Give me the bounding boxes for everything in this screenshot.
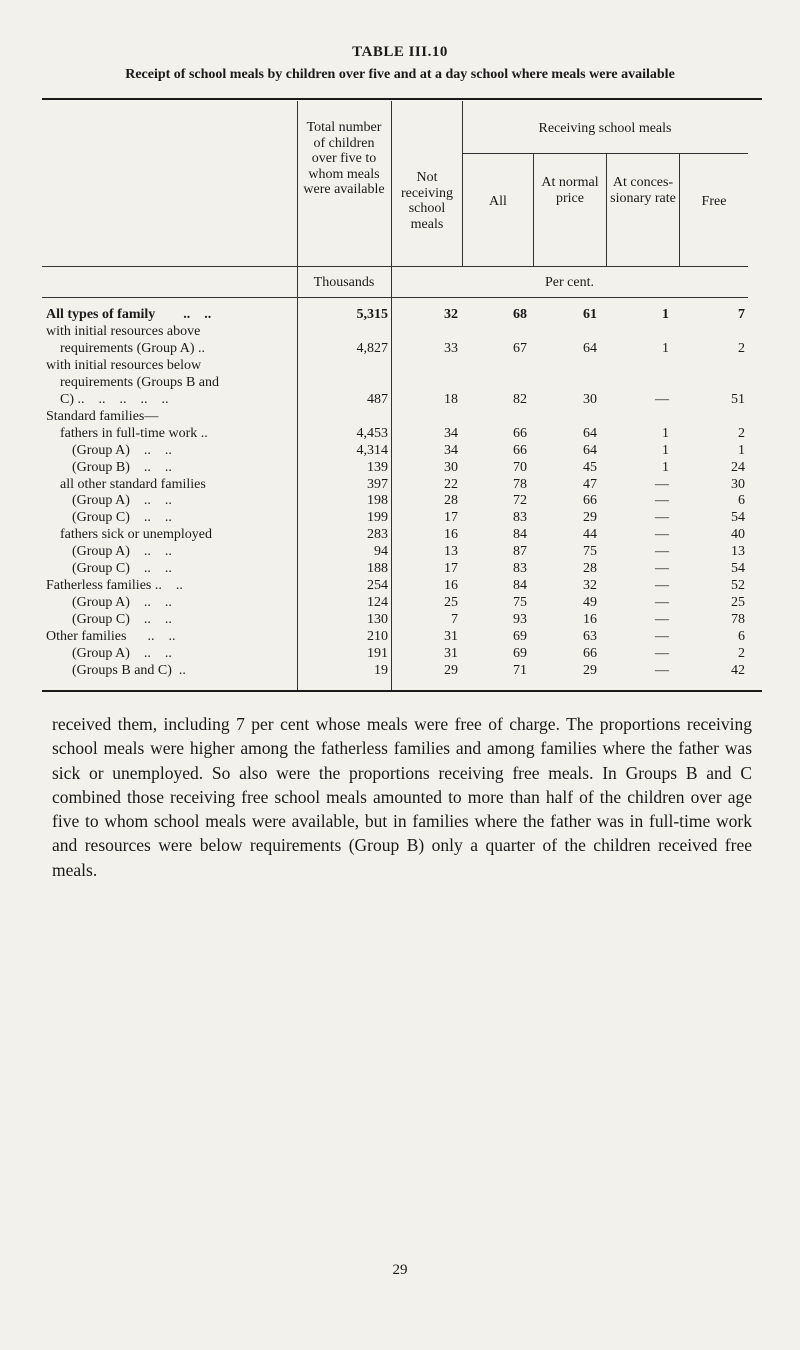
row-value: 61 xyxy=(583,307,597,322)
row-value: 29 xyxy=(583,662,597,678)
row-value: 29 xyxy=(444,662,458,678)
row-value: 16 xyxy=(444,527,458,543)
row-value: 487 xyxy=(367,391,388,407)
top-rule xyxy=(42,98,762,100)
row-value: 52 xyxy=(731,578,745,594)
table-row xyxy=(0,442,800,459)
table-row xyxy=(0,526,800,543)
row-value: — xyxy=(655,493,669,509)
row-value: 75 xyxy=(583,544,597,560)
row-value: 32 xyxy=(444,307,458,322)
row-value: 40 xyxy=(731,527,745,543)
row-value: 49 xyxy=(583,595,597,611)
row-value: 70 xyxy=(513,459,527,475)
row-value: 68 xyxy=(513,307,527,322)
row-value: 31 xyxy=(444,646,458,661)
row-value: 67 xyxy=(513,340,527,356)
row-value: 34 xyxy=(444,442,458,458)
row-label: C) .. .. .. .. .. xyxy=(60,391,169,407)
table-row xyxy=(0,492,800,509)
row-value: 5,315 xyxy=(356,307,388,322)
row-value: 47 xyxy=(583,476,597,492)
row-value: 18 xyxy=(444,391,458,407)
row-label: fathers sick or unemployed xyxy=(60,527,213,543)
table-row xyxy=(0,509,800,526)
table-row xyxy=(0,340,800,357)
header-all: All xyxy=(489,194,507,209)
table-caption: Receipt of school meals by children over five and at a day school where meals were available xyxy=(125,67,675,82)
table-row xyxy=(0,374,800,391)
row-value: 44 xyxy=(583,527,597,543)
row-value: 191 xyxy=(367,646,388,661)
row-value: 51 xyxy=(731,391,745,407)
column-divider-normal xyxy=(606,153,607,266)
row-value: 42 xyxy=(731,662,745,678)
row-value: 24 xyxy=(731,459,745,475)
row-label: (Group A) .. .. xyxy=(72,595,172,611)
row-label: Standard families— xyxy=(46,408,159,424)
row-value: 25 xyxy=(731,595,745,611)
row-value: 2 xyxy=(738,425,745,441)
table-row xyxy=(0,408,800,425)
header-free: Free xyxy=(701,194,727,209)
row-label: (Group A) .. .. xyxy=(72,442,172,458)
row-value: — xyxy=(655,527,669,543)
row-value: 1 xyxy=(738,442,745,458)
row-value: 32 xyxy=(583,578,597,594)
header-total: Total number of children over five to whom meals were available xyxy=(303,120,385,197)
table-row xyxy=(0,628,800,645)
table-row xyxy=(0,459,800,476)
row-value: — xyxy=(655,578,669,594)
row-value: 87 xyxy=(513,544,527,560)
row-value: 22 xyxy=(444,476,458,492)
row-value: 33 xyxy=(444,340,458,356)
row-value: 31 xyxy=(444,629,458,645)
row-label: (Group A) .. .. xyxy=(72,544,172,560)
row-value: 66 xyxy=(513,442,527,458)
row-value: 94 xyxy=(374,544,388,560)
row-value: 30 xyxy=(731,476,745,492)
row-value: 83 xyxy=(513,510,527,526)
table-row xyxy=(0,662,800,679)
row-label: (Group B) .. .. xyxy=(72,459,172,475)
row-value: 64 xyxy=(583,340,597,356)
row-value: 75 xyxy=(513,595,527,611)
row-value: 64 xyxy=(583,442,597,458)
row-value: 124 xyxy=(367,595,388,611)
row-label: All types of family .. .. xyxy=(46,307,212,322)
row-value: 28 xyxy=(444,493,458,509)
row-value: — xyxy=(655,561,669,577)
table-row xyxy=(0,594,800,611)
table-row xyxy=(0,543,800,560)
row-value: — xyxy=(655,629,669,645)
row-value: 54 xyxy=(731,561,745,577)
row-value: 72 xyxy=(513,493,527,509)
table-row xyxy=(0,323,800,340)
row-value: 199 xyxy=(367,510,388,526)
row-value: 19 xyxy=(374,662,388,678)
row-value: 2 xyxy=(738,340,745,356)
header-normal: At normal price xyxy=(541,175,599,206)
row-value: 1 xyxy=(662,425,669,441)
row-value: 198 xyxy=(367,493,388,509)
row-label: Other families .. .. xyxy=(46,629,176,645)
row-label: (Groups B and C) .. xyxy=(72,662,186,678)
row-value: 69 xyxy=(513,646,527,661)
bottom-rule xyxy=(42,690,762,692)
receiving-group-rule xyxy=(462,153,748,154)
row-label: (Group C) .. .. xyxy=(72,510,172,526)
row-value: 6 xyxy=(738,493,745,509)
row-value: 1 xyxy=(662,459,669,475)
row-value: 66 xyxy=(583,646,597,661)
row-label: with initial resources below xyxy=(46,357,202,373)
table-row xyxy=(0,611,800,628)
row-value: — xyxy=(655,662,669,678)
table-row xyxy=(0,577,800,594)
row-value: — xyxy=(655,595,669,611)
table-row xyxy=(0,425,800,442)
row-value: 16 xyxy=(583,612,597,628)
row-value: 64 xyxy=(583,425,597,441)
row-value: 93 xyxy=(513,612,527,628)
row-value: 4,314 xyxy=(356,442,388,458)
row-value: 84 xyxy=(513,527,527,543)
row-label: (Group C) .. .. xyxy=(72,561,172,577)
row-value: — xyxy=(655,510,669,526)
row-label: (Group A) .. .. xyxy=(72,646,172,661)
table-row xyxy=(0,476,800,493)
table-row xyxy=(0,391,800,408)
row-value: 16 xyxy=(444,578,458,594)
row-value: 13 xyxy=(444,544,458,560)
row-value: 6 xyxy=(738,629,745,645)
row-value: 13 xyxy=(731,544,745,560)
row-value: 82 xyxy=(513,391,527,407)
row-value: 25 xyxy=(444,595,458,611)
units-rule xyxy=(42,297,748,298)
row-value: 17 xyxy=(444,561,458,577)
row-value: — xyxy=(655,544,669,560)
row-value: 397 xyxy=(367,476,388,492)
row-value: 17 xyxy=(444,510,458,526)
row-value: 188 xyxy=(367,561,388,577)
row-value: 1 xyxy=(662,340,669,356)
table-row xyxy=(0,645,800,662)
row-label: Fatherless families .. .. xyxy=(46,578,183,594)
row-value: 69 xyxy=(513,629,527,645)
row-value: 54 xyxy=(731,510,745,526)
row-value: 4,453 xyxy=(356,425,388,441)
row-label: fathers in full-time work .. xyxy=(60,425,208,441)
row-value: 30 xyxy=(444,459,458,475)
page-number: 29 xyxy=(392,1262,408,1278)
column-divider-all xyxy=(533,153,534,266)
row-value: 2 xyxy=(738,646,745,661)
row-value: 283 xyxy=(367,527,388,543)
body-paragraph: received them, including 7 per cent whose meals were free of charge. The proportions receiving school meals were higher among the fatherless families and among families where the father was sick or unemployed. So also were the proportions receiving free meals. In Groups B and C combined those receiving free school meals amounted to more than half of the children over age five to whom school meals were available, but in families where the father was in full-time work and resources were below requirements (Group B) only a quarter of the children received free meals. xyxy=(52,714,752,880)
row-value: 66 xyxy=(583,493,597,509)
row-value: — xyxy=(655,612,669,628)
row-value: 71 xyxy=(513,662,527,678)
row-value: 30 xyxy=(583,391,597,407)
row-value: 78 xyxy=(731,612,745,628)
header-receiving-group: Receiving school meals xyxy=(538,121,672,136)
row-value: 210 xyxy=(367,629,388,645)
row-label: requirements (Group A) .. xyxy=(60,340,206,356)
row-label: with initial resources above xyxy=(46,323,201,339)
row-value: 78 xyxy=(513,476,527,492)
row-value: 29 xyxy=(583,510,597,526)
row-value: 45 xyxy=(583,459,597,475)
row-value: 139 xyxy=(367,459,388,475)
table-number: TABLE III.10 xyxy=(352,44,448,60)
row-value: — xyxy=(655,646,669,661)
column-divider-concessionary xyxy=(679,153,680,266)
row-value: — xyxy=(655,391,669,407)
row-value: 1 xyxy=(662,307,669,322)
unit-per-cent: Per cent. xyxy=(545,275,594,290)
row-value: 83 xyxy=(513,561,527,577)
table-row xyxy=(0,560,800,577)
row-label: (Group C) .. .. xyxy=(72,612,172,628)
row-value: 254 xyxy=(367,578,388,594)
header-not-receiving: Not receiving school meals xyxy=(400,170,454,232)
row-label: (Group A) .. .. xyxy=(72,493,172,509)
row-value: 66 xyxy=(513,425,527,441)
row-value: 1 xyxy=(662,442,669,458)
row-value: — xyxy=(655,476,669,492)
row-value: 130 xyxy=(367,612,388,628)
table-row xyxy=(0,357,800,374)
table-row xyxy=(0,306,800,323)
row-value: 4,827 xyxy=(356,340,388,356)
unit-thousands: Thousands xyxy=(313,275,375,290)
row-value: 84 xyxy=(513,578,527,594)
row-label: requirements (Groups B and xyxy=(60,374,220,390)
row-value: 34 xyxy=(444,425,458,441)
row-value: 7 xyxy=(738,307,745,322)
header-bottom-rule xyxy=(42,266,748,267)
row-value: 7 xyxy=(451,612,458,628)
row-value: 63 xyxy=(583,629,597,645)
header-concessionary: At conces- sionary rate xyxy=(610,175,676,206)
row-label: all other standard families xyxy=(60,476,206,492)
row-value: 28 xyxy=(583,561,597,577)
